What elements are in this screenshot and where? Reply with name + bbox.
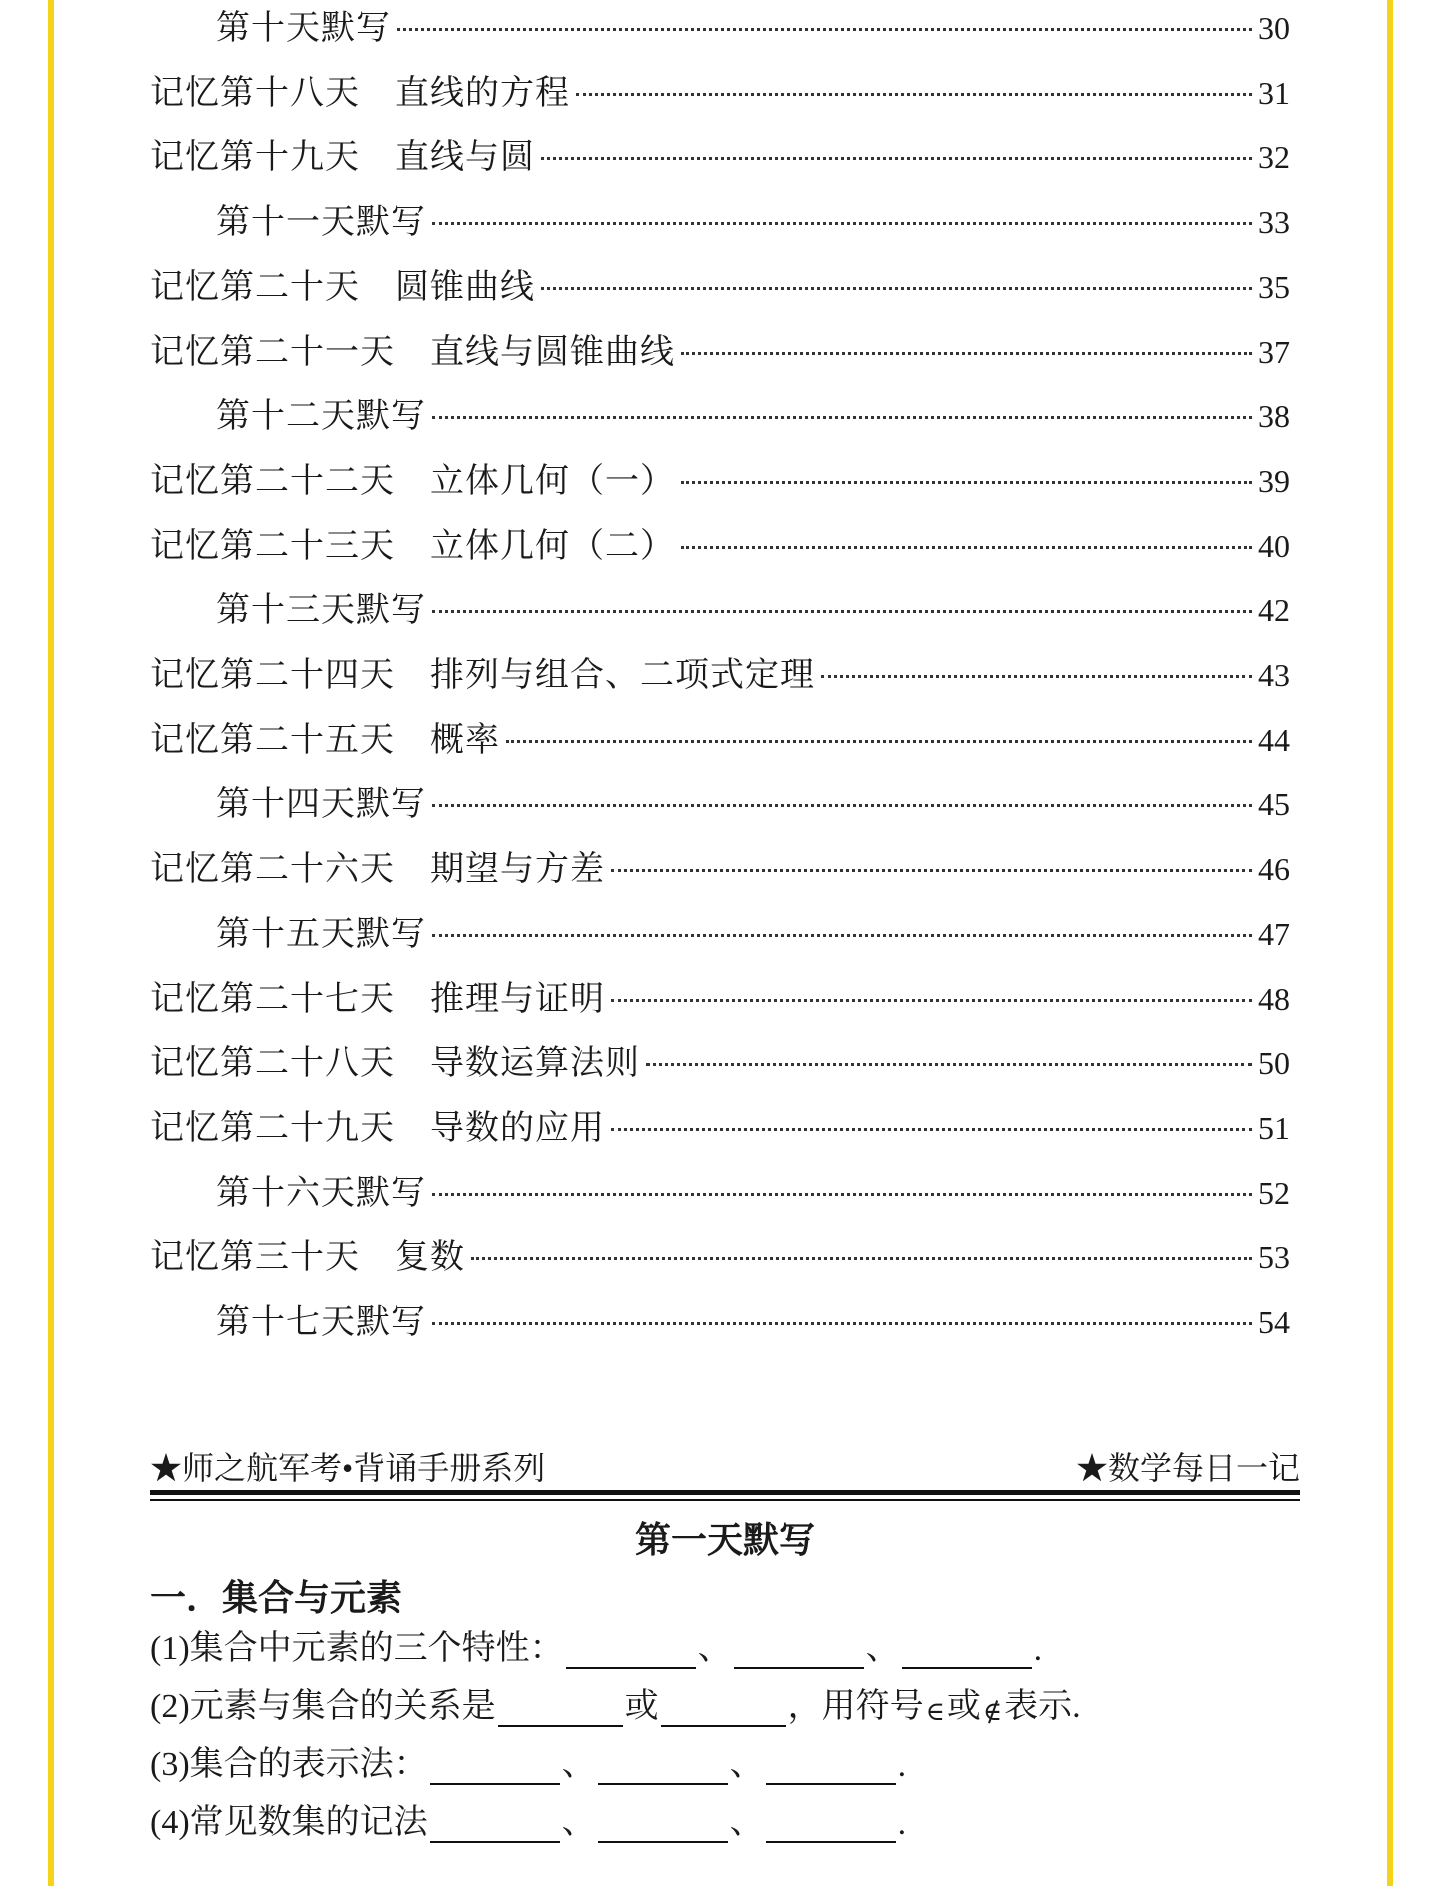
toc-page-number: 32 <box>1258 139 1290 176</box>
toc-entry-title: 记忆第十八天 直线的方程 <box>150 74 570 112</box>
toc-page-number: 45 <box>1258 786 1290 823</box>
toc-dot-leader <box>432 1322 1252 1325</box>
toc-dot-leader <box>506 740 1252 743</box>
toc-entry-title: 记忆第二十五天 概率 <box>150 721 500 759</box>
toc-entry-title: 第十三天默写 <box>216 592 426 630</box>
toc-page-number: 52 <box>1258 1174 1290 1211</box>
toc-entry-title: 记忆第二十七天 推理与证明 <box>150 980 605 1018</box>
toc-page-number: 53 <box>1258 1239 1290 1276</box>
toc-dot-leader <box>432 416 1252 419</box>
subsection-heading: 一．集合与元素 <box>150 1578 403 1619</box>
toc-page-number: 54 <box>1258 1304 1290 1340</box>
toc-entry-title: 第十四天默写 <box>216 786 426 824</box>
toc-entry-title: 记忆第二十八天 导数运算法则 <box>150 1045 640 1083</box>
toc-entry-day[interactable] <box>150 73 1290 113</box>
question-3-text: (3)集合的表示法： <box>150 1746 428 1783</box>
toc-dot-leader <box>681 546 1252 549</box>
toc-entry-title: 第十天默写 <box>216 10 391 47</box>
toc-entry-day[interactable] <box>150 461 1290 501</box>
toc-page-number: 43 <box>1258 657 1290 693</box>
not-element-of-symbol: ∉ <box>982 1697 1003 1726</box>
toc-entry-dictation[interactable] <box>216 1173 1290 1213</box>
separator: 、 <box>865 1630 900 1667</box>
toc-entry-day[interactable] <box>150 720 1290 760</box>
question-4-text: (4)常见数集的记法 <box>150 1804 428 1841</box>
toc-page-number: 39 <box>1258 462 1290 499</box>
period: . <box>897 1805 907 1842</box>
toc-entry-title: 记忆第二十九天 导数的应用 <box>150 1109 605 1147</box>
toc-page-number: 46 <box>1258 851 1290 888</box>
header-book-title: ★数学每日一记 <box>1075 1450 1300 1486</box>
toc-entry-day[interactable] <box>150 1237 1290 1277</box>
answer-blank[interactable] <box>902 1637 1032 1669</box>
toc-entry-day[interactable] <box>150 332 1290 372</box>
toc-entry-dictation[interactable] <box>216 8 1290 48</box>
toc-entry-day[interactable] <box>150 526 1290 566</box>
answer-blank[interactable] <box>661 1695 786 1727</box>
toc-entry-dictation[interactable] <box>216 202 1290 242</box>
toc-entry-title: 第十一天默写 <box>216 204 426 242</box>
toc-page-number: 48 <box>1258 980 1290 1017</box>
toc-dot-leader <box>432 222 1252 225</box>
toc-page-number: 35 <box>1258 268 1290 305</box>
answer-blank[interactable] <box>430 1753 560 1785</box>
or-text: 或 <box>624 1688 659 1725</box>
page-border-right <box>1387 0 1393 1886</box>
toc-page-number: 42 <box>1258 592 1290 629</box>
toc-entry-dictation[interactable] <box>216 396 1290 436</box>
or-text: 或 <box>946 1688 981 1725</box>
separator: 、 <box>697 1630 732 1667</box>
separator: 、 <box>729 1804 764 1841</box>
toc-entry-title: 记忆第二十天 圆锥曲线 <box>150 268 535 306</box>
toc-page-number: 47 <box>1258 915 1290 952</box>
answer-blank[interactable] <box>598 1811 728 1843</box>
toc-entry-title: 记忆第二十三天 立体几何（二） <box>150 527 675 565</box>
question-2-end: 表示. <box>1004 1688 1081 1725</box>
page-border-left <box>48 0 54 1886</box>
toc-dot-leader <box>611 999 1252 1002</box>
toc-entry-day[interactable] <box>150 1043 1290 1083</box>
answer-blank[interactable] <box>498 1695 623 1727</box>
toc-page-number: 37 <box>1258 333 1290 370</box>
toc-page-number: 51 <box>1258 1109 1290 1146</box>
header-rule-thin <box>150 1499 1300 1501</box>
question-1 <box>150 1620 1042 1669</box>
running-header <box>150 1446 1300 1486</box>
separator: 、 <box>561 1804 596 1841</box>
answer-blank[interactable] <box>598 1753 728 1785</box>
toc-entry-title: 记忆第二十二天 立体几何（一） <box>150 462 675 500</box>
toc-dot-leader <box>611 869 1252 872</box>
answer-blank[interactable] <box>766 1811 896 1843</box>
header-rule-thick <box>150 1490 1300 1495</box>
answer-blank[interactable] <box>734 1637 864 1669</box>
answer-blank[interactable] <box>766 1753 896 1785</box>
toc-entry-day[interactable] <box>150 267 1290 307</box>
toc-dot-leader <box>432 1193 1252 1196</box>
toc-entry-title: 记忆第十九天 直线与圆 <box>150 139 535 177</box>
question-3 <box>150 1736 906 1785</box>
question-4 <box>150 1794 906 1843</box>
toc-entry-day[interactable] <box>150 1108 1290 1148</box>
toc-dot-leader <box>576 93 1252 96</box>
toc-entry-title: 记忆第二十一天 直线与圆锥曲线 <box>150 333 675 371</box>
toc-entry-dictation[interactable] <box>216 1302 1290 1342</box>
element-of-symbol: ∈ <box>925 1697 945 1726</box>
toc-dot-leader <box>432 610 1252 613</box>
toc-entry-dictation[interactable] <box>216 914 1290 954</box>
toc-page-number: 50 <box>1258 1045 1290 1082</box>
toc-entry-dictation[interactable] <box>216 784 1290 824</box>
toc-dot-leader <box>541 157 1252 160</box>
toc-entry-day[interactable] <box>150 655 1290 695</box>
toc-page-number: 40 <box>1258 527 1290 564</box>
toc-entry-title: 第十六天默写 <box>216 1174 426 1212</box>
toc-dot-leader <box>432 934 1252 937</box>
toc-dot-leader <box>821 675 1252 678</box>
question-2-after: ，用符号 <box>787 1688 924 1725</box>
toc-entry-title: 第十五天默写 <box>216 915 426 953</box>
toc-page-number: 31 <box>1258 74 1290 111</box>
toc-entry-title: 记忆第二十四天 排列与组合、二项式定理 <box>150 657 815 694</box>
toc-dot-leader <box>681 352 1252 355</box>
toc-entry-title: 记忆第三十天 复数 <box>150 1239 465 1277</box>
section-title: 第一天默写 <box>634 1520 815 1561</box>
question-2-text: (2)元素与集合的关系是 <box>150 1688 496 1725</box>
answer-blank[interactable] <box>566 1637 696 1669</box>
toc-dot-leader <box>611 1128 1252 1131</box>
question-2 <box>150 1678 1081 1727</box>
period: . <box>1033 1631 1043 1668</box>
toc-page-number: 44 <box>1258 721 1290 758</box>
toc-dot-leader <box>471 1257 1252 1260</box>
toc-entry-dictation[interactable] <box>216 590 1290 630</box>
toc-entry-title: 第十二天默写 <box>216 398 426 436</box>
toc-dot-leader <box>432 804 1252 807</box>
toc-page-number: 38 <box>1258 398 1290 435</box>
toc-dot-leader <box>646 1063 1252 1066</box>
toc-entry-day[interactable] <box>150 137 1290 177</box>
header-series-title: ★师之航军考•背诵手册系列 <box>150 1450 546 1486</box>
toc-page-number: 30 <box>1258 10 1290 46</box>
toc-dot-leader <box>397 28 1252 31</box>
toc-entry-day[interactable] <box>150 979 1290 1019</box>
toc-dot-leader <box>681 481 1252 484</box>
period: . <box>897 1747 907 1784</box>
toc-entry-title: 第十七天默写 <box>216 1304 426 1341</box>
toc-entry-title: 记忆第二十六天 期望与方差 <box>150 851 605 889</box>
separator: 、 <box>729 1746 764 1783</box>
toc-page-number: 33 <box>1258 204 1290 241</box>
separator: 、 <box>561 1746 596 1783</box>
answer-blank[interactable] <box>430 1811 560 1843</box>
toc-entry-day[interactable] <box>150 849 1290 889</box>
toc-dot-leader <box>541 287 1252 290</box>
question-1-text: (1)集合中元素的三个特性： <box>150 1630 564 1667</box>
